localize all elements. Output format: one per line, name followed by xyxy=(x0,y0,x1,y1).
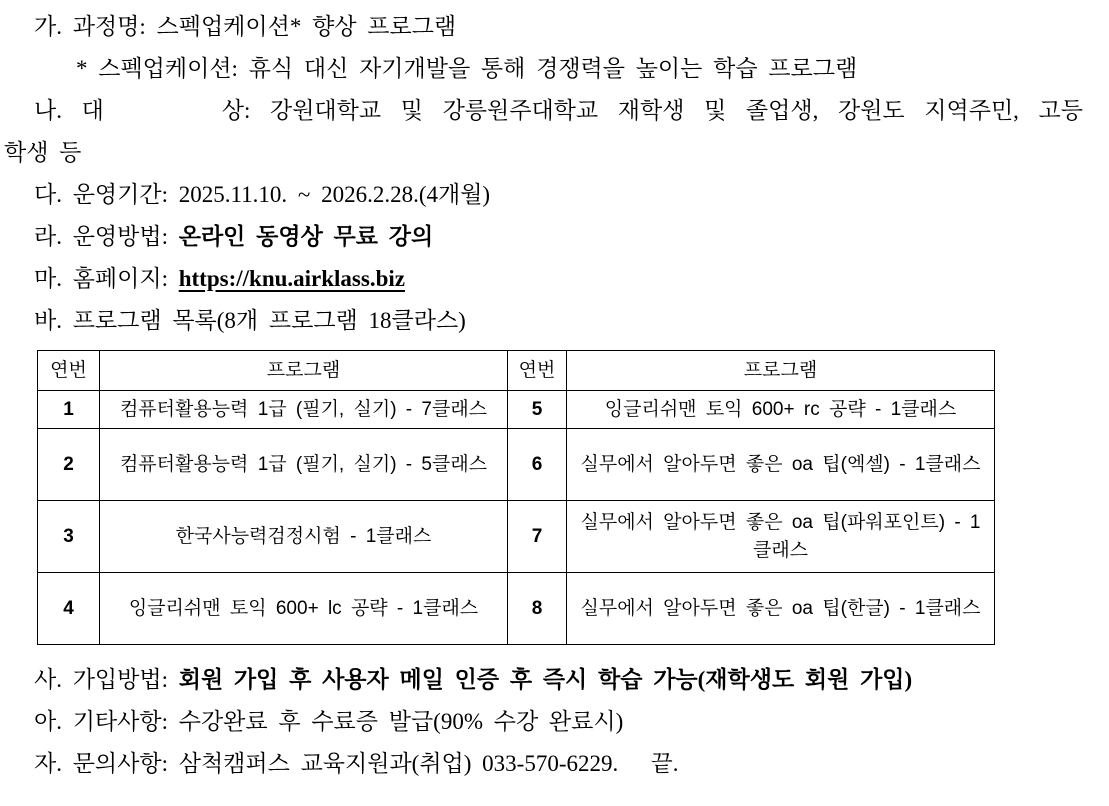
line-method-prefix: 라. 운영방법: xyxy=(34,224,179,249)
col-header-program-right: 프로그램 xyxy=(567,351,995,391)
line-program-list: 바. 프로그램 목록(8개 프로그램 18클라스) xyxy=(34,308,466,333)
cell-no: 2 xyxy=(38,429,100,501)
col-header-no-right: 연번 xyxy=(508,351,567,391)
line-target-1: 나. 대 상: 강원대학교 및 강릉원주대학교 재학생 및 졸업생, 강원도 지역주민, 고등 xyxy=(34,98,1083,123)
cell-no: 5 xyxy=(508,391,567,429)
cell-program: 한국사능력검정시험 - 1클래스 xyxy=(100,501,508,573)
program-table xyxy=(37,350,995,645)
line-homepage-prefix: 마. 홈페이지: xyxy=(34,266,179,291)
cell-program: 컴퓨터활용능력 1급 (필기, 실기) - 7클래스 xyxy=(100,391,508,429)
line-contact: 자. 문의사항: 삼척캠퍼스 교육지원과(취업) 033-570-6229. 끝. xyxy=(34,751,679,776)
line-signup xyxy=(4,659,1083,701)
col-header-program-left: 프로그램 xyxy=(100,351,508,391)
cell-no: 7 xyxy=(508,501,567,573)
table-row xyxy=(38,391,995,429)
line-homepage xyxy=(4,258,1083,300)
cell-program: 실무에서 알아두면 좋은 oa 팁(엑셀) - 1클래스 xyxy=(567,429,995,501)
cell-no: 4 xyxy=(38,573,100,645)
table-header-row xyxy=(38,351,995,391)
table-row xyxy=(38,429,995,501)
cell-program: 실무에서 알아두면 좋은 oa 팁(한글) - 1클래스 xyxy=(567,573,995,645)
table-row xyxy=(38,573,995,645)
line-course-note: * 스펙업케이션: 휴식 대신 자기개발을 통해 경쟁력을 높이는 학습 프로그램 xyxy=(76,56,858,81)
col-header-no-left: 연번 xyxy=(38,351,100,391)
cell-no: 6 xyxy=(508,429,567,501)
line-etc: 아. 기타사항: 수강완료 후 수료증 발급(90% 수강 완료시) xyxy=(34,709,624,734)
cell-no: 1 xyxy=(38,391,100,429)
line-signup-prefix: 사. 가입방법: xyxy=(34,667,179,692)
line-signup-value: 회원 가입 후 사용자 메일 인증 후 즉시 학습 가능(재학생도 회원 가입) xyxy=(178,667,913,692)
line-period: 다. 운영기간: 2025.11.10. ~ 2026.2.28.(4개월) xyxy=(34,182,491,207)
table-row xyxy=(38,501,995,573)
homepage-link[interactable]: https://knu.airklass.biz xyxy=(178,266,405,291)
cell-no: 3 xyxy=(38,501,100,573)
cell-program: 잉글리쉬맨 토익 600+ rc 공략 - 1클래스 xyxy=(567,391,995,429)
cell-no: 8 xyxy=(508,573,567,645)
line-method xyxy=(4,216,1083,258)
cell-program: 잉글리쉬맨 토익 600+ lc 공략 - 1클래스 xyxy=(100,573,508,645)
cell-program: 실무에서 알아두면 좋은 oa 팁(파워포인트) - 1클래스 xyxy=(567,501,995,573)
line-course-name: 가. 과정명: 스펙업케이션* 향상 프로그램 xyxy=(34,14,457,39)
closing-section xyxy=(4,659,1083,785)
line-method-value: 온라인 동영상 무료 강의 xyxy=(178,224,434,249)
line-target-2: 학생 등 xyxy=(4,140,82,165)
cell-program: 컴퓨터활용능력 1급 (필기, 실기) - 5클래스 xyxy=(100,429,508,501)
